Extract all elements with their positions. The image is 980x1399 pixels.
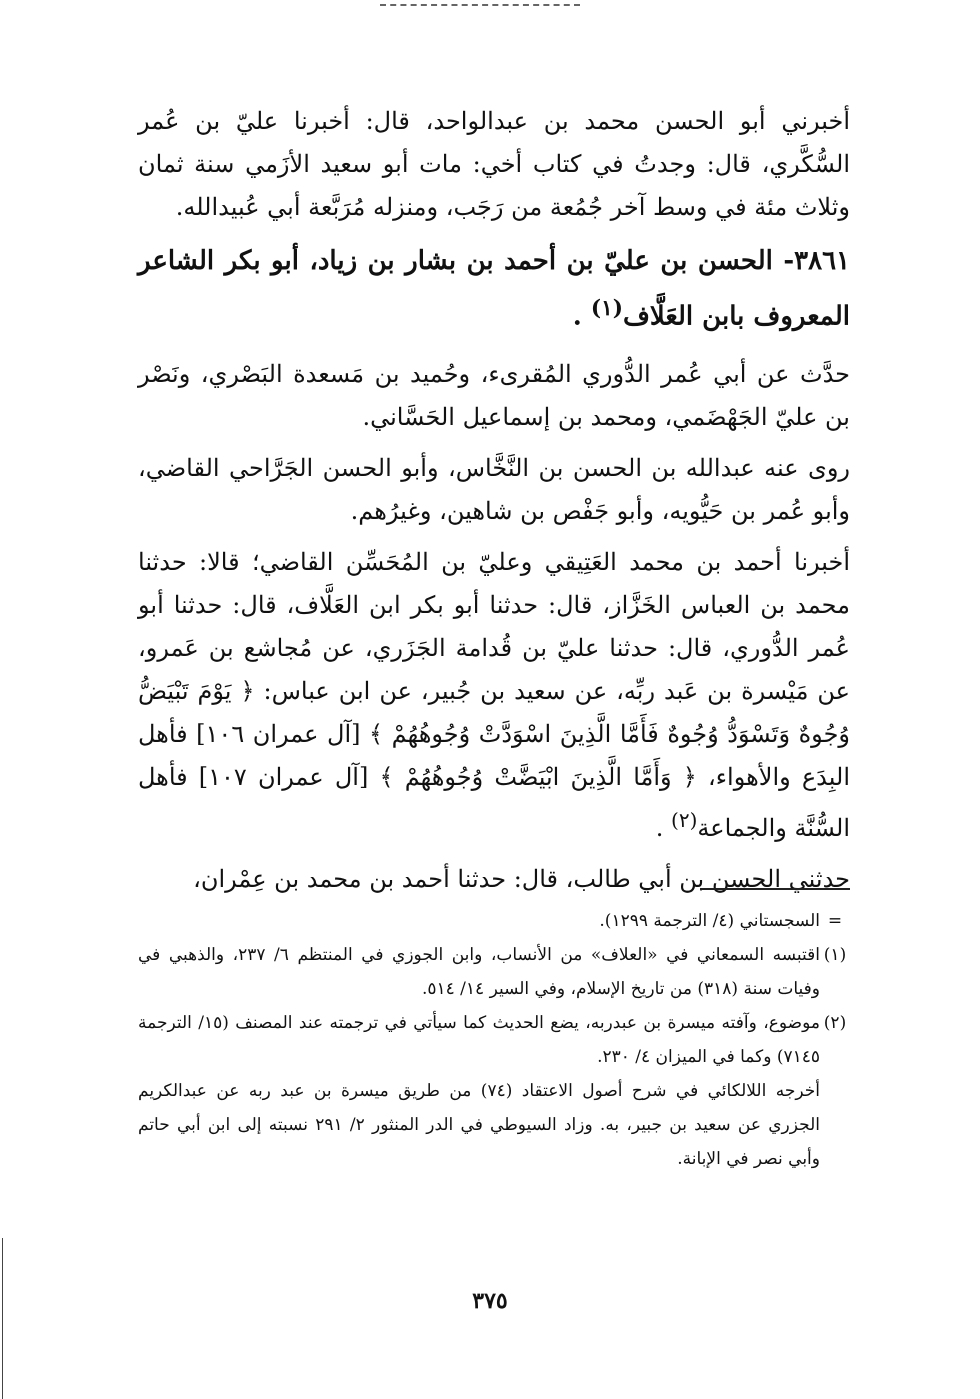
left-scan-line: [2, 1238, 3, 1399]
hadith-end: .: [655, 813, 672, 842]
footnote-separator: [700, 888, 850, 890]
entry-heading-end: .: [572, 301, 591, 332]
footnote-2-mark: (٢): [823, 1013, 847, 1033]
footnote-2-extra: أخرجه اللالكائي في شرح أصول الاعتقاد (٧٤) من طريق ميسرة بن عبد ربه عن عبدالكريم الجزري عن سعيد بن جبير، به. وزاد السيوطي في الدر المنثور ٢/ ٢٩١ نسبته إلى ابن أبي حاتم وأبي نصر في الإبانة.: [138, 1081, 820, 1169]
continuation-text: السجستاني (٤/ الترجمة ١٢٩٩).: [599, 911, 820, 931]
footnote-continuation: [138, 904, 850, 938]
page-number: ٣٧٥: [472, 1288, 508, 1314]
paragraph-narration: أخبرني أبو الحسن محمد بن عبدالواحد، قال: أخبرنا عليّ بن عُمر السُّكَّري، قال: وجدتُ في كتاب أخي: مات أبو سعيد الأزَمي سنة ثمان وثلاث مئة في وسط آخر جُمُعة من رَجَب، ومنزله مُرَبَّعة أبي عُبيدالله.: [138, 107, 850, 221]
paragraph-hadith: [138, 541, 850, 850]
paragraph-students: روى عنه عبدالله بن الحسن بن النَّخَّاس، وأبو الحسن الجَرَّاحي القاضي، وأبو عُمر بن حَيُّويه، وأبو جَفْص بن شاهين، وغيرُهم.: [138, 453, 850, 525]
footnote-ref-1: (١): [590, 296, 623, 321]
footnote-2: [138, 1006, 850, 1074]
footnote-1-text: اقتبسه السمعاني في «العلاف» من الأنساب، وابن الجوزي في المنتظم ٦/ ٢٣٧، والذهبي في وفيات سنة (٣١٨) من تاريخ الإسلام، وفي السير ١٤/ ٥١٤.: [138, 945, 820, 999]
footnotes: [138, 904, 850, 1176]
hadith-text: أخبرنا أحمد بن محمد العَتِيقي وعليّ بن المُحَسِّن القاضي؛ قالا: حدثنا محمد بن العباس الخَزَّاز، قال: حدثنا أبو بكر ابن العَلَّاف، قال: حدثنا أبو عُمر الدُّوري، قال: حدثنا عليّ بن قُدامة الجَزَري، عن مُجاشع بن عَمرو، عن مَيْسرة بن عَبد ربِّه، عن سعيد بن جُبير، عن ابن عباس: ﴿ يَوْمَ تَبْيَضُّ وُجُوهٌ وَتَسْوَدُّ وُجُوهٌ فَأَمَّا الَّذِينَ اسْوَدَّتْ وُجُوهُهُمْ ﴾ [آل عمران ١٠٦] فأهل البِدَع والأهواء، ﴿ وَأَمَّا الَّذِينَ ابْيَضَّتْ وُجُوهُهُمْ ﴾ [آل عمران ١٠٧] فأهل السُّنَّة والجماعة: [138, 547, 851, 842]
entry-heading-text: ٣٨٦١- الحسن بن عليّ بن أحمد بن بشار بن زياد، أبو بكر الشاعر المعروف بابن العَلَّاف: [138, 246, 850, 332]
top-scan-line: [380, 4, 580, 6]
main-text: [138, 100, 850, 901]
footnote-1-mark: (١): [823, 945, 847, 965]
paragraph-next-narration: حدثني الحسن بن أبي طالب، قال: حدثنا أحمد بن محمد بن عِمْران،: [193, 864, 850, 893]
continuation-mark: =: [827, 911, 843, 931]
entry-heading: [138, 237, 850, 341]
footnote-2-text: موضوع، وآفته ميسرة بن عبدربه، يضع الحديث كما سيأتي في ترجمته عند المصنف (١٥/ الترجمة ٧١٤٥) وكما في الميزان ٤/ ٢٣٠.: [138, 1013, 820, 1067]
footnote-ref-2: (٢): [671, 807, 698, 832]
footnote-1: [138, 938, 850, 1006]
paragraph-teachers: حدَّث عن أبي عُمر الدُّوري المُقرىء، وحُميد بن مَسعدة البَصْري، ونَصْر بن عليّ الجَهْضَمي، ومحمد بن إسماعيل الحَسَّاني.: [138, 359, 850, 431]
